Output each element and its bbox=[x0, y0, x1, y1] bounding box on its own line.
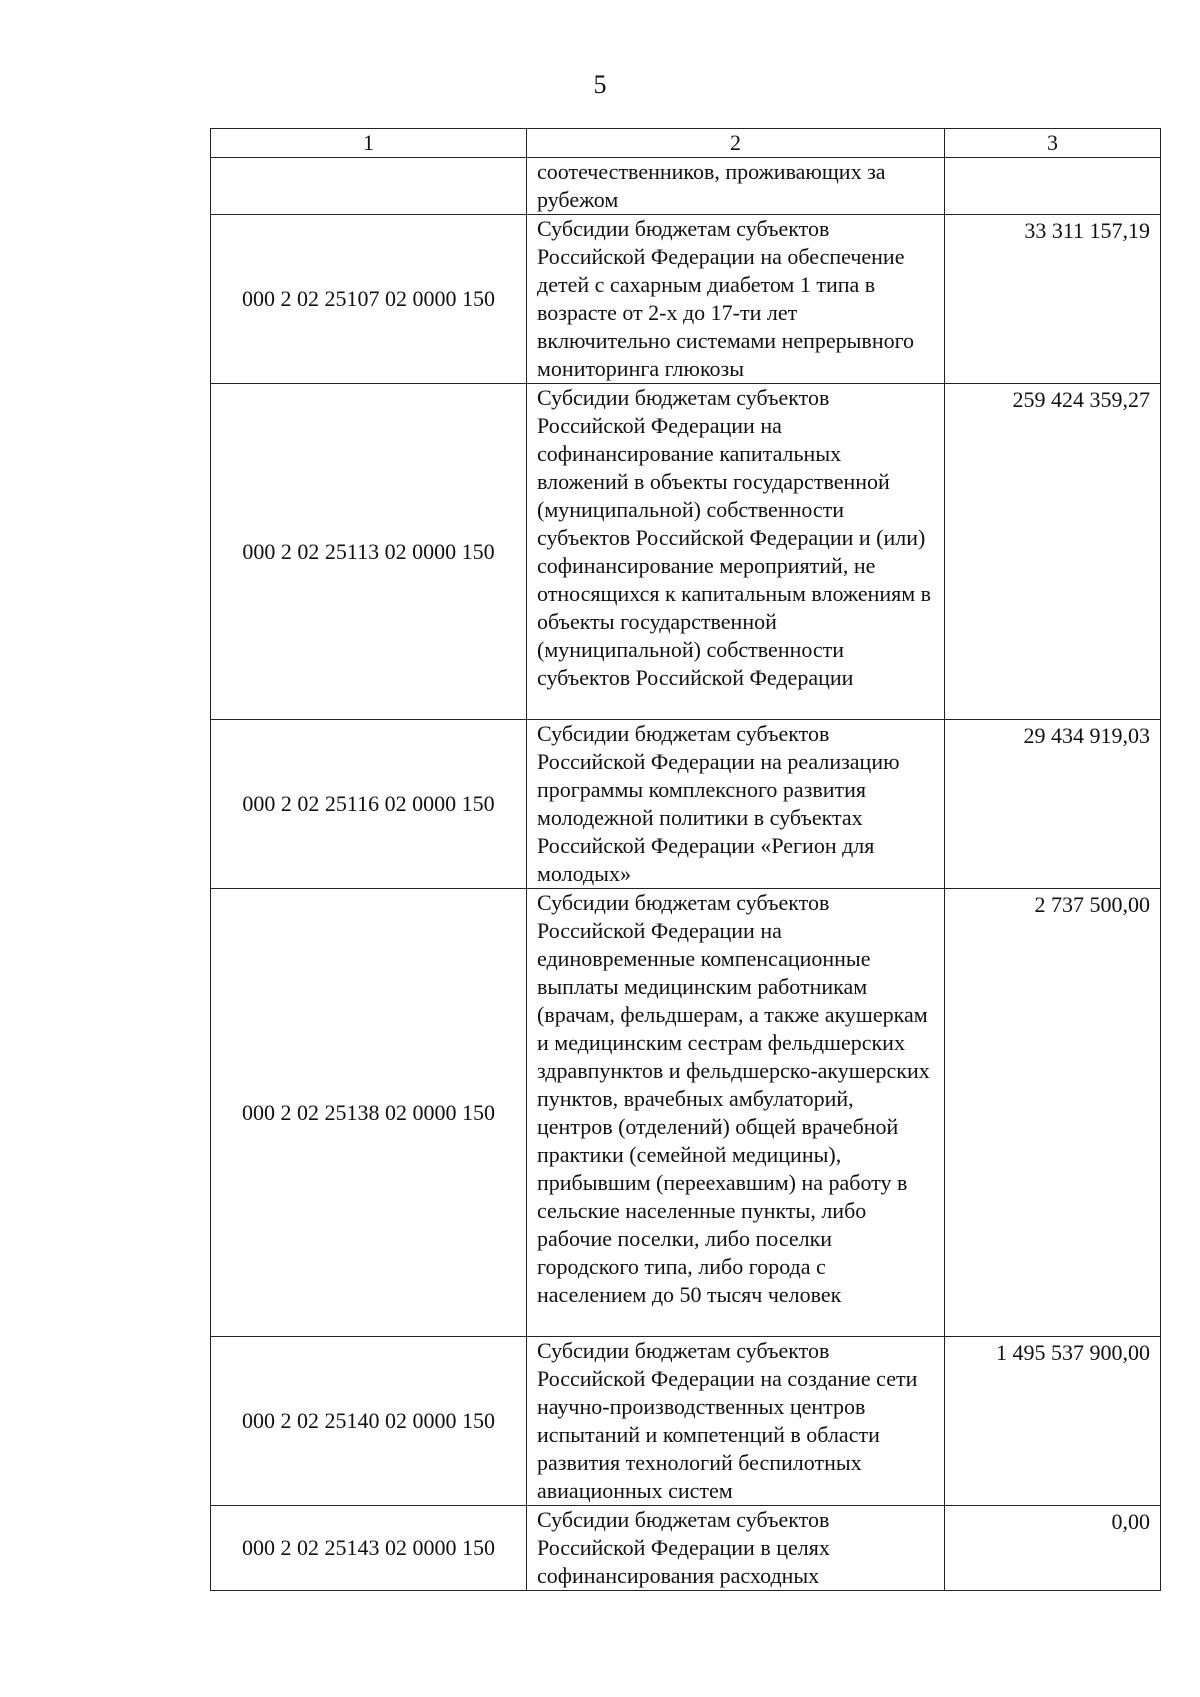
row-code: 000 2 02 25138 02 0000 150 bbox=[211, 889, 527, 1337]
row-code: 000 2 02 25116 02 0000 150 bbox=[211, 720, 527, 889]
table-row bbox=[211, 720, 1161, 889]
row-description: Субсидии бюджетам субъектов Российской Федерации на обеспечение детей с сахарным диабетом 1 типа в возрасте от 2-х до 17-ти лет включительно системами непрерывного мониторинга глюкозы bbox=[527, 215, 945, 384]
row-description: Субсидии бюджетам субъектов Российской Федерации на единовременные компенсационные выплаты медицинским работникам (врачам, фельдшерам, а также акушеркам и медицинским сестрам фельдшерских здравпунктов и фельдшерско-акушерских пунктов, врачебных амбулаторий, центров (отделений) общей врачебной практики (семейной медицины), прибывшим (переехавшим) на работу в сельские населенные пункты, либо рабочие поселки, либо поселки городского типа, либо города с населением до 50 тысяч человек bbox=[527, 889, 945, 1337]
row-amount bbox=[945, 158, 1161, 215]
row-amount: 259 424 359,27 bbox=[945, 384, 1161, 720]
row-amount: 0,00 bbox=[945, 1506, 1161, 1591]
table-row bbox=[211, 1337, 1161, 1506]
row-code bbox=[211, 158, 527, 215]
row-description: Субсидии бюджетам субъектов Российской Федерации в целях софинансирования расходных bbox=[527, 1506, 945, 1591]
row-description: соотечественников, проживающих за рубежом bbox=[527, 158, 945, 215]
row-description: Субсидии бюджетам субъектов Российской Федерации на создание сети научно-производственных центров испытаний и компетенций в области развития технологий беспилотных авиационных систем bbox=[527, 1337, 945, 1506]
row-amount: 1 495 537 900,00 bbox=[945, 1337, 1161, 1506]
row-amount: 33 311 157,19 bbox=[945, 215, 1161, 384]
row-amount: 2 737 500,00 bbox=[945, 889, 1161, 1337]
row-code: 000 2 02 25140 02 0000 150 bbox=[211, 1337, 527, 1506]
row-description: Субсидии бюджетам субъектов Российской Федерации на реализацию программы комплексного развития молодежной политики в субъектах Российской Федерации «Регион для молодых» bbox=[527, 720, 945, 889]
column-header-2: 2 bbox=[527, 129, 945, 158]
column-header-3: 3 bbox=[945, 129, 1161, 158]
page-number: 5 bbox=[593, 70, 607, 99]
table-row bbox=[211, 215, 1161, 384]
row-description: Субсидии бюджетам субъектов Российской Федерации на софинансирование капитальных вложений в объекты государственной (муниципальной) собственности субъектов Российской Федерации и (или) софинансирование мероприятий, не относящихся к капитальным вложениям в объекты государственной (муниципальной) собственности субъектов Российской Федерации bbox=[527, 384, 945, 720]
row-code: 000 2 02 25113 02 0000 150 bbox=[211, 384, 527, 720]
table-header-row bbox=[211, 129, 1161, 158]
table-row bbox=[211, 158, 1161, 215]
table-row bbox=[211, 384, 1161, 720]
row-amount: 29 434 919,03 bbox=[945, 720, 1161, 889]
column-header-1: 1 bbox=[211, 129, 527, 158]
table-row bbox=[211, 1506, 1161, 1591]
table-row bbox=[211, 889, 1161, 1337]
budget-table bbox=[210, 128, 1161, 1591]
row-code: 000 2 02 25107 02 0000 150 bbox=[211, 215, 527, 384]
row-code: 000 2 02 25143 02 0000 150 bbox=[211, 1506, 527, 1591]
